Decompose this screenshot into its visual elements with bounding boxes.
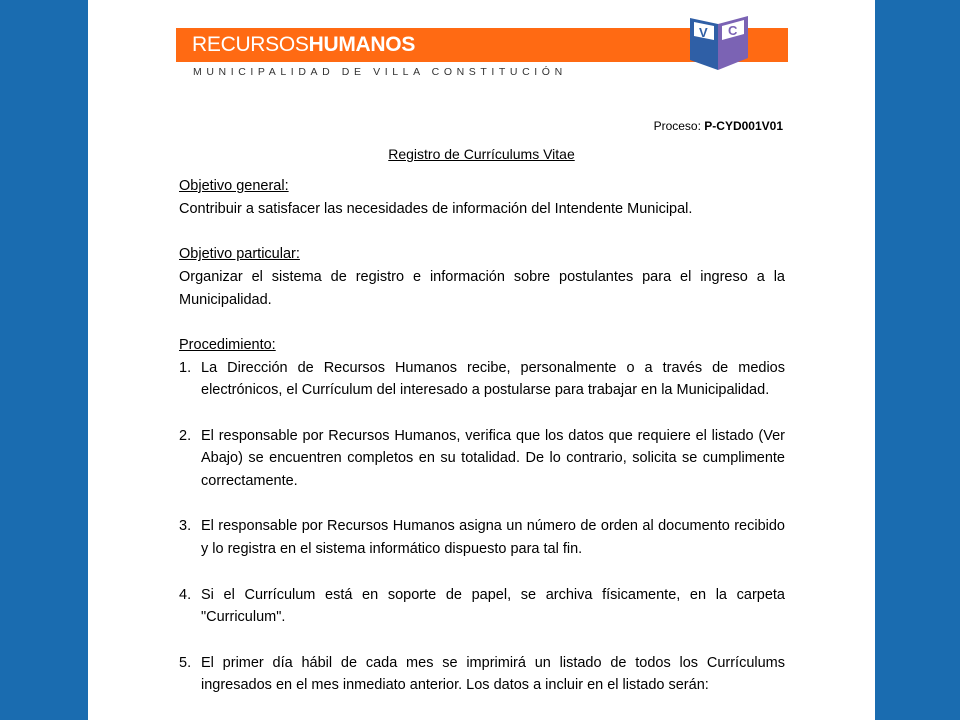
document-page [88,0,875,720]
procedure-heading: Procedimiento: [179,336,276,353]
general-objective-heading: Objetivo general: [179,178,289,194]
brand-title [192,33,415,57]
procedure-step [179,652,785,697]
particular-objective-text: Organizar el sistema de registro e información sobre postulantes para el ingreso a la Municipalidad. [179,268,785,308]
procedure-step [179,425,785,493]
document-title: Registro de Currículums Vitae [388,146,575,162]
logo-letter-v: V [699,25,708,40]
step-number: 5. [179,654,192,671]
brand-light: RECURSOS [192,33,309,56]
municipality-subtitle: MUNICIPALIDAD DE VILLA CONSTITUCIÓN [193,66,567,78]
procedure-step [179,357,785,402]
step-text: El responsable por Recursos Humanos asigna un número de orden al documento recibido y lo registra en el sistema informático dispuesto para tal fin. [201,518,785,558]
logo-letter-c: C [728,23,738,38]
step-text: Si el Currículum está en soporte de papel, se archiva físicamente, en la carpeta "Curriculum". [201,586,785,626]
step-number: 4. [179,586,192,603]
vc-logo-icon [688,14,752,72]
process-code [654,119,783,133]
step-number: 3. [179,518,192,535]
step-text: La Dirección de Recursos Humanos recibe, personalmente o a través de medios electrónicos, el Currículum del interesado a postularse para trabajar en la Municipalidad. [201,359,785,399]
brand-bold: HUMANOS [308,33,416,56]
particular-objective-heading: Objetivo particular: [179,246,300,263]
procedure-step [179,515,785,560]
procedure-step [179,584,785,629]
step-text: El primer día hábil de cada mes se imprimirá un listado de todos los Currículums ingresados en el mes inmediato anterior. Los datos a incluir en el listado serán: [201,654,785,694]
process-value: P-CYD001V01 [704,119,783,133]
step-text: El responsable por Recursos Humanos, verifica que los datos que requiere el listado (Ver Abajo) se encuentren completos en su totalidad. De lo contrario, solicita se cumplimente correctamente. [201,427,785,490]
step-number: 1. [179,359,192,376]
process-label: Proceso: [653,119,701,133]
document-body [179,175,785,697]
general-objective-text: Contribuir a satisfacer las necesidades de información del Intendente Municipal. [179,200,693,217]
step-number: 2. [179,427,192,444]
